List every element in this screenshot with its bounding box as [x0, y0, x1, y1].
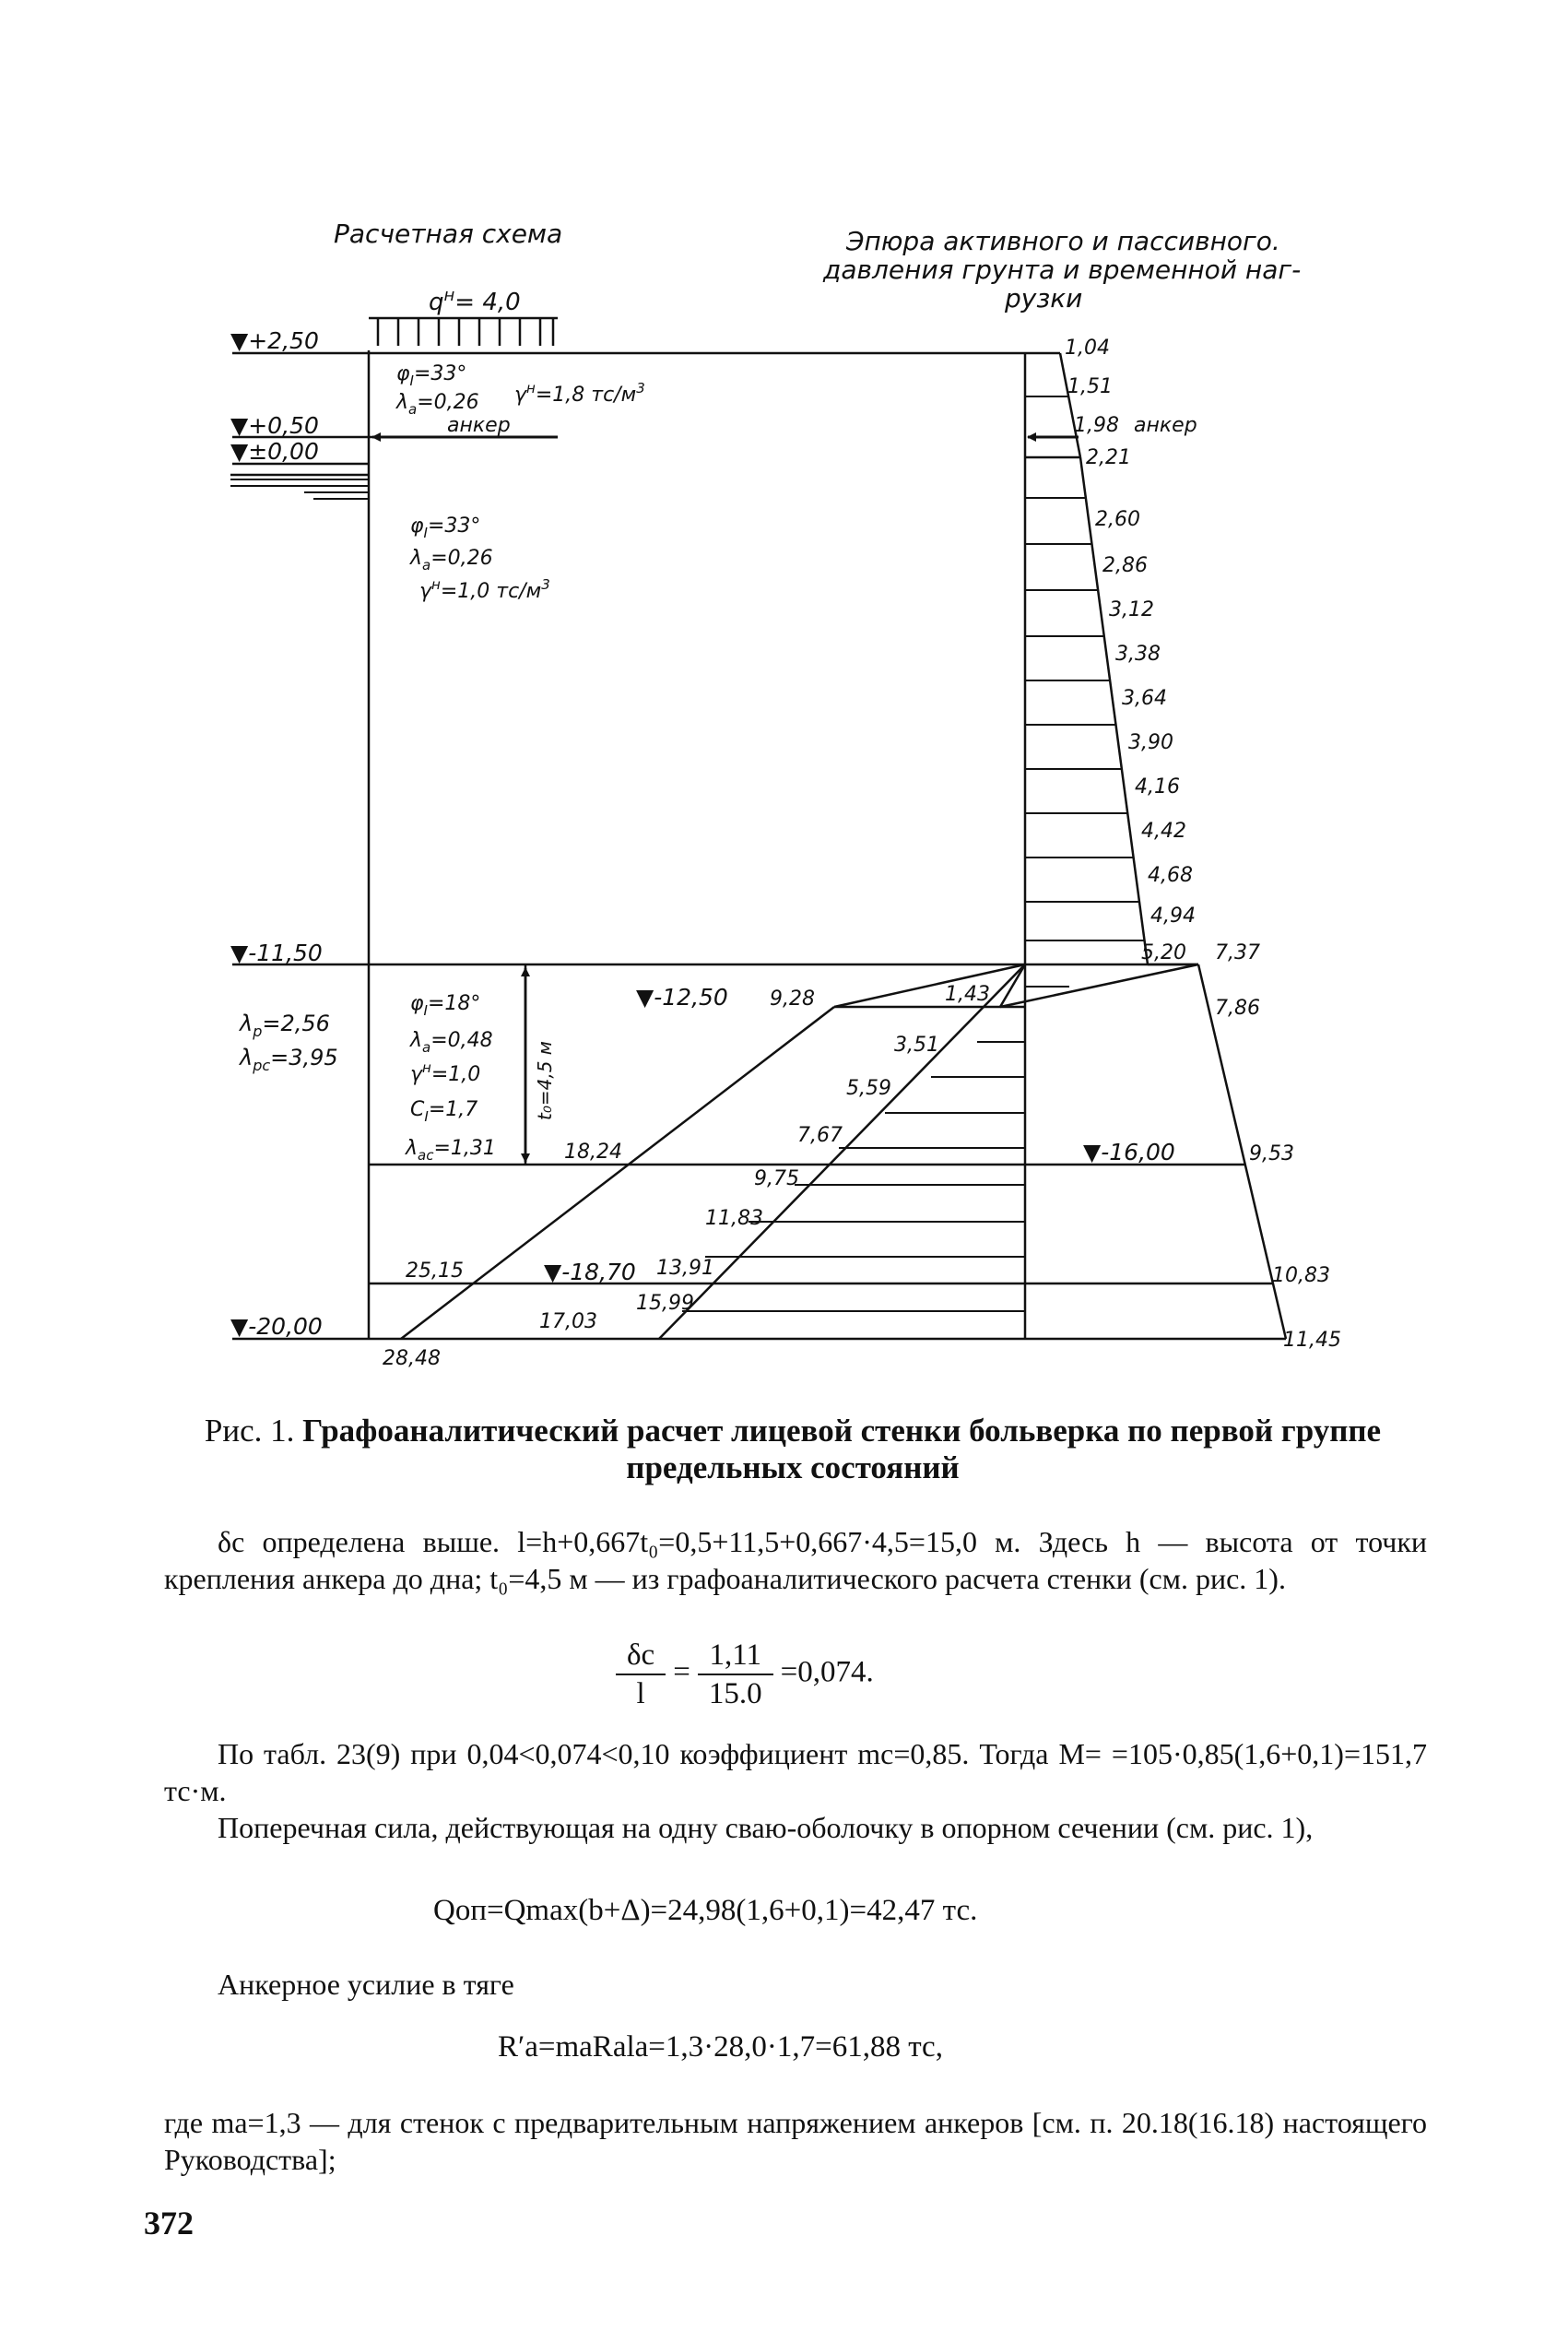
- level-18-70: ▼-18,70: [544, 1259, 636, 1285]
- active-value: 1,51: [1067, 375, 1113, 398]
- passive-outer-value: 18,24: [564, 1141, 622, 1164]
- load-label: $q^н= 4,0$: [429, 286, 521, 316]
- anchor-label-right: анкер: [1134, 414, 1197, 437]
- passive-value: 13,91: [656, 1257, 714, 1280]
- active-value: 3,38: [1115, 643, 1161, 666]
- layer3-gamma: $\gamma^н=1,0$: [410, 1059, 481, 1086]
- passive-value: 15,99: [636, 1292, 694, 1315]
- t0-dimension-label: t₀=4,5 м: [534, 1041, 556, 1120]
- layer2-gamma: $\gamma^н=1,0$ $тс/м^3$: [419, 576, 550, 603]
- right-title-line3: рузки: [1005, 283, 1083, 313]
- layer1-lambda: $\lambda_a=0,26$: [396, 391, 479, 418]
- passive-outer-value: 17,03: [539, 1310, 597, 1333]
- active-value: 4,68: [1148, 864, 1193, 887]
- right-value: 10,83: [1272, 1264, 1330, 1287]
- active-value: 3,12: [1109, 598, 1154, 621]
- layer3-lambda-ac: $\lambda_{ac}=1,31$: [406, 1137, 496, 1164]
- level-20-00: ▼-20,00: [230, 1313, 323, 1340]
- right-value: 9,53: [1249, 1142, 1294, 1165]
- layer2-lambda: $\lambda_a=0,26$: [410, 547, 493, 574]
- active-value: 3,64: [1122, 687, 1167, 710]
- passive-value: 5,59: [846, 1077, 891, 1100]
- paragraph-3: Поперечная сила, действующая на одну сваю-оболочку в опорном сечении (см. рис. 1),: [218, 1811, 1314, 1844]
- right-value: 7,86: [1215, 997, 1260, 1020]
- figure-caption: [203, 1413, 1383, 1486]
- caption-text: Графоаналитический расчет лицевой стенки больверка по первой группе предельных состояний: [302, 1413, 1382, 1485]
- layer1-phi: $\varphi_I=33^\circ$: [396, 362, 467, 389]
- active-value: 4,16: [1135, 775, 1180, 798]
- passive-outer-value: 9,28: [770, 988, 815, 1011]
- paragraph-4: Анкерное усилие в тяге: [218, 1968, 514, 2001]
- scheme-lines: [230, 350, 1286, 1339]
- level-markers: [230, 327, 1175, 1340]
- layer1-gamma: $\gamma^н=1,8$ $тс/м^3$: [514, 380, 645, 407]
- passive-value: 11,83: [705, 1207, 763, 1230]
- layer3-c: $C_I=1,7$: [410, 1098, 478, 1125]
- active-value: 5,20: [1141, 941, 1186, 964]
- right-lower-labels: [1215, 941, 1341, 1352]
- paragraph-5: где ma=1,3 — для стенок с предварительным напряжением анкеров [см. п. 20.18(16.18) настоящего Руководства];: [164, 2106, 1427, 2176]
- level-11-50: ▼-11,50: [230, 940, 323, 966]
- active-value: 1,04: [1065, 337, 1110, 360]
- layer3-lambda-p: $\lambda_p=2,56$: [240, 1011, 330, 1040]
- active-value: 4,94: [1150, 905, 1196, 928]
- left-scheme-title: Расчетная схема: [334, 219, 563, 249]
- level-top: ▼+2,50: [230, 327, 319, 354]
- passive-value: 1,43: [945, 983, 990, 1006]
- equation-shear: Qоп=Qmax(b+Δ)=24,98(1,6+0,1)=42,47 тс.: [433, 1894, 978, 1927]
- right-value: 11,45: [1283, 1329, 1341, 1352]
- active-value: 1,98: [1074, 414, 1119, 437]
- page-number: 372: [144, 2205, 194, 2241]
- fraction-delta-l: $\frac{\delta c}{l}$: [616, 1637, 666, 1712]
- active-value: 2,60: [1095, 508, 1140, 531]
- paragraph-1: δc определена выше. l=h+0,667t₀=0,5+11,5+0,667·4,5=15,0 м. Здесь h — высота от точки крепления анкера до дна; t₀=4,5 м — из графоаналитического расчета стенки (см. рис. 1).: [164, 1525, 1427, 1595]
- passive-value: 7,67: [797, 1124, 843, 1147]
- fraction-values: $\frac{1,11}{15.0}$: [698, 1637, 773, 1712]
- level-water: ▼±0,00: [230, 438, 319, 465]
- right-title-line2: давления грунта и временной наг-: [823, 254, 1302, 285]
- layer3-phi: $\varphi_I=18^\circ$: [410, 992, 481, 1019]
- passive-outer-value: 28,48: [383, 1347, 441, 1370]
- layer2-phi: $\varphi_I=33^\circ$: [410, 515, 481, 541]
- paragraph-2: По табл. 23(9) при 0,04<0,074<0,10 коэффициент mc=0,85. Тогда M= =105·0,85(1,6+0,1)=151,7 тс·м.: [164, 1737, 1427, 1807]
- anchor-label-left: анкер: [447, 414, 511, 437]
- active-value: 2,86: [1102, 554, 1148, 577]
- active-value: 3,90: [1128, 731, 1173, 754]
- active-value: 4,42: [1141, 820, 1186, 843]
- load-arrows: [369, 318, 558, 346]
- water-hatch: [230, 479, 369, 499]
- level-12-50: ▼-12,50: [636, 984, 728, 1011]
- level-anchor: ▼+0,50: [230, 412, 319, 439]
- level-16-00: ▼-16,00: [1083, 1139, 1175, 1165]
- passive-outer-value: 25,15: [406, 1260, 464, 1283]
- pressure-diagram: [401, 353, 1286, 1339]
- right-value: 7,37: [1215, 941, 1260, 964]
- equation-ratio: $\frac{\delta c}{l}$ = $\frac{1,11}{15.0}$ =0,074.: [608, 1637, 874, 1712]
- caption-prefix: Рис. 1.: [204, 1413, 295, 1449]
- equation-anchor: R′a=maRala=1,3·28,0·1,7=61,88 тс,: [498, 2030, 943, 2064]
- layer3-lambda-a: $\lambda_a=0,48$: [410, 1029, 493, 1056]
- active-value: 2,21: [1086, 446, 1131, 469]
- passive-value: 3,51: [894, 1034, 939, 1057]
- layer3-lambda-pc: $\lambda_{pc}=3,95$: [240, 1045, 338, 1074]
- passive-value: 9,75: [754, 1167, 799, 1190]
- right-title-line1: Эпюра активного и пассивного.: [846, 226, 1280, 256]
